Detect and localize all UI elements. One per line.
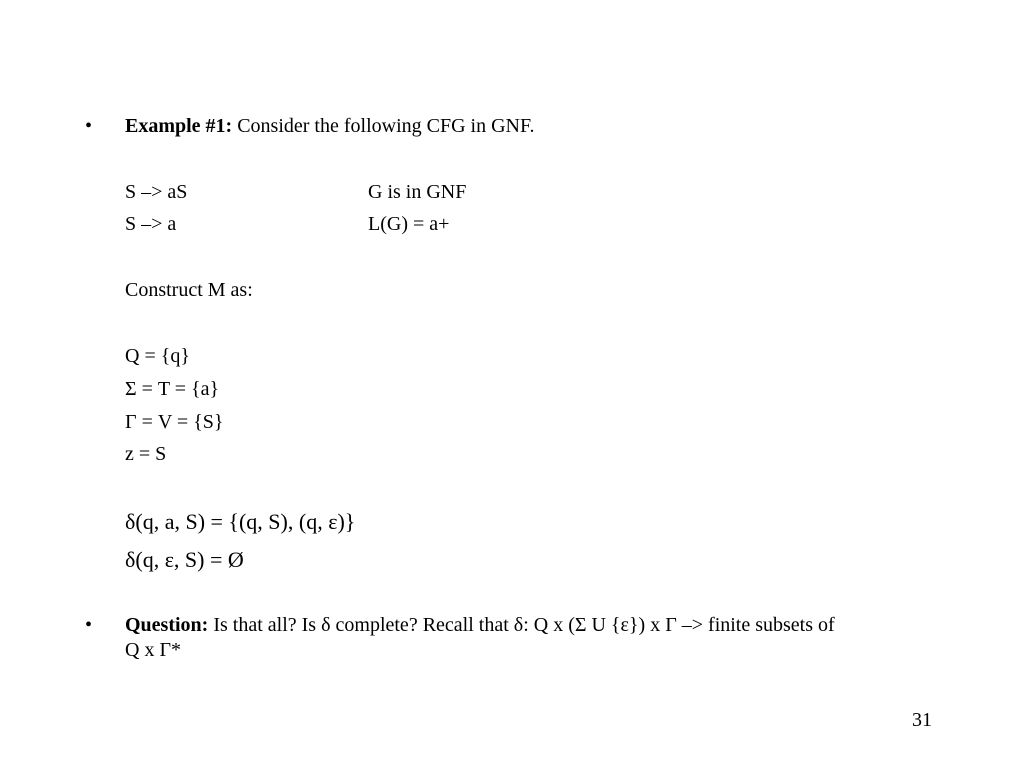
grammar-rule-1: S –> aS — [125, 181, 188, 203]
grammar-row-1 — [125, 180, 187, 204]
bullet-example: • — [85, 115, 93, 137]
transition-2: δ(q, ε, S) = Ø — [125, 547, 244, 572]
transition-1: δ(q, a, S) = {(q, S), (q, ε)} — [125, 509, 356, 534]
slide-number: 31 — [912, 709, 932, 731]
example-label: Example #1: — [125, 115, 233, 137]
construct-text: Construct M as: — [125, 279, 253, 301]
definition-gamma: Γ = V = {S} — [125, 411, 224, 433]
grammar-row-2 — [125, 212, 176, 236]
question-line-2: Q x Γ* — [125, 639, 182, 661]
definition-sigma: Σ = T = {a} — [125, 378, 220, 400]
bullet-question: • — [85, 614, 93, 636]
example-text: Consider the following CFG in GNF. — [232, 115, 535, 137]
grammar-note-2: L(G) = a+ — [368, 213, 450, 235]
grammar-note-1: G is in GNF — [368, 181, 467, 203]
definition-z: z = S — [125, 443, 167, 465]
grammar-rule-2: S –> a — [125, 213, 177, 235]
question-label: Question: — [125, 614, 209, 636]
example-heading — [125, 114, 535, 138]
question-line-1 — [125, 613, 835, 637]
definition-q: Q = {q} — [125, 345, 190, 367]
question-text-1: Is that all? Is δ complete? Recall that δ: Q x (Σ U {ε}) x Γ –> finite subsets of — [208, 614, 835, 636]
